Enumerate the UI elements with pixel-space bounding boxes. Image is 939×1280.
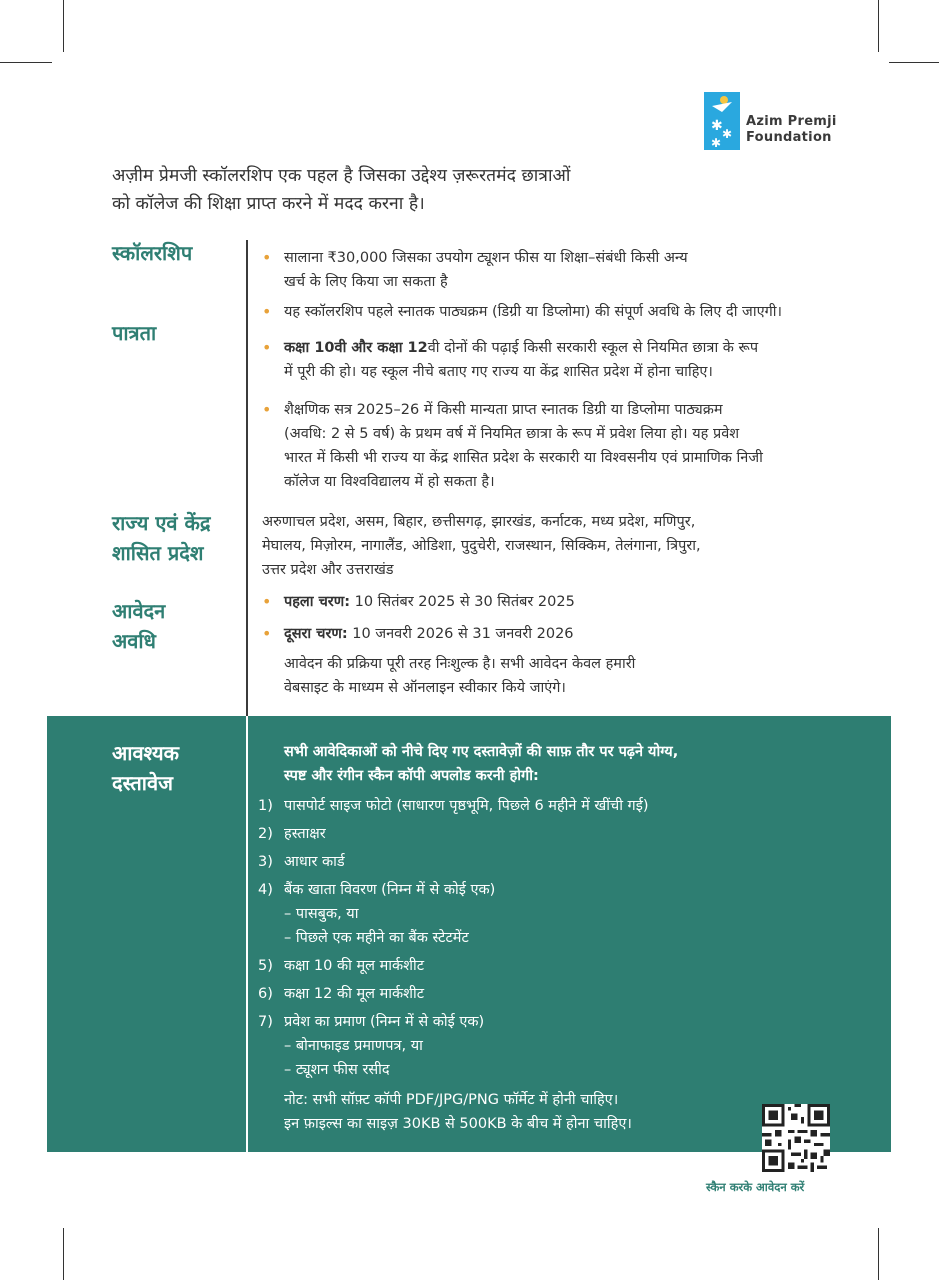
eligibility-label: पात्रता <box>112 321 157 345</box>
sub-item: – पिछले एक महीने का बैंक स्टेटमेंट <box>284 930 469 946</box>
list-item <box>258 794 738 818</box>
documents-label-line-1: आवश्यक <box>112 741 180 765</box>
list-item-number: 5) <box>258 958 273 974</box>
eligibility-bullet-1-line-1: वी दोनों की पढ़ाई किसी सरकारी स्कूल से नियमित छात्रा के रूप <box>427 340 759 356</box>
sub-item: – बोनाफाइड प्रमाणपत्र, या <box>284 1038 423 1054</box>
scholarship-label: स्कॉलरशिप <box>112 241 193 265</box>
list-item <box>258 1010 738 1034</box>
scholarship-content <box>262 246 882 324</box>
documents-note-line-2: इन फ़ाइल्स का साइज़ 30KB से 500KB के बीच में होना चाहिए। <box>284 1116 632 1132</box>
scan-caption: स्कैन करके आवेदन करें <box>706 1180 805 1194</box>
list-item-text: हस्ताक्षर <box>284 826 326 842</box>
column-divider-white <box>246 716 248 1152</box>
list-item <box>258 878 738 902</box>
list-item-number: 2) <box>258 826 273 842</box>
list-item <box>258 850 738 874</box>
application-note <box>262 652 882 700</box>
svg-text:✱: ✱ <box>711 136 722 150</box>
list-item <box>258 982 738 1006</box>
list-item <box>258 954 738 978</box>
crop-mark <box>889 62 939 63</box>
eligibility-bullet-2-line-4: कॉलेज या विश्वविद्यालय में हो सकता है। <box>284 474 495 490</box>
documents-heading-line-1: सभी आवेदिकाओं को नीचे दिए गए दस्तावेज़ों की साफ़ तौर पर पढ़ने योग्य, <box>284 744 679 760</box>
states-line-3: उत्तर प्रदेश और उत्तराखंड <box>262 562 394 578</box>
crop-mark <box>63 0 64 52</box>
list-item-text: पासपोर्ट साइज फोटो (साधारण पृष्ठभूमि, पिछले 6 महीने में खींची गई) <box>284 798 649 814</box>
documents-content <box>258 740 738 1136</box>
list-item <box>258 822 738 846</box>
phase-2-dates: 10 जनवरी 2026 से 31 जनवरी 2026 <box>352 626 574 642</box>
logo-text <box>746 114 837 146</box>
application-label <box>112 596 165 656</box>
phase-2-label: दूसरा चरण: <box>284 626 348 642</box>
list-item-text: प्रवेश का प्रमाण (निम्न में से कोई एक) <box>284 1014 485 1030</box>
phase-1-label: पहला चरण: <box>284 594 350 610</box>
eligibility-bold: कक्षा 10वी और कक्षा 12 <box>284 340 428 356</box>
intro-line-1: अज़ीम प्रेमजी स्कॉलरशिप एक पहल है जिसका उद्देश्य ज़रूरतमंद छात्राओं <box>112 166 571 186</box>
intro-text <box>112 162 712 218</box>
qr-code-icon[interactable] <box>762 1104 830 1172</box>
states-line-1: अरुणाचल प्रदेश, असम, बिहार, छत्तीसगढ़, झारखंड, कर्नाटक, मध्य प्रदेश, मणिपुर, <box>262 514 696 530</box>
list-item-text: कक्षा 12 की मूल मार्कशीट <box>284 986 425 1002</box>
logo-line-1: Azim Premji <box>746 114 837 129</box>
phase-1-dates: 10 सितंबर 2025 से 30 सितंबर 2025 <box>354 594 575 610</box>
crop-mark <box>878 1228 879 1280</box>
list-item-number: 7) <box>258 1014 273 1030</box>
crop-mark <box>63 1228 64 1280</box>
states-label-line-2: शासित प्रदेश <box>112 541 204 565</box>
sub-item: – ट्यूशन फीस रसीद <box>284 1062 390 1078</box>
crop-mark <box>0 62 52 63</box>
foundation-logo <box>704 92 844 152</box>
logo-line-2: Foundation <box>746 130 832 145</box>
eligibility-content <box>262 336 882 494</box>
eligibility-bullet-2 <box>262 398 882 494</box>
list-item-text: कक्षा 10 की मूल मार्कशीट <box>284 958 425 974</box>
documents-heading <box>258 740 738 788</box>
application-label-line-2: अवधि <box>112 629 156 653</box>
eligibility-bullet-2-line-1: • शैक्षणिक सत्र 2025–26 में किसी मान्यता प्राप्त स्नातक डिग्री या डिप्लोमा पाठ्यक्रम <box>284 402 723 418</box>
list-item-number: 6) <box>258 986 273 1002</box>
documents-note <box>258 1088 738 1136</box>
list-item-text: बैंक खाता विवरण (निम्न में से कोई एक) <box>284 882 496 898</box>
intro-line-2: को कॉलेज की शिक्षा प्राप्त करने में मदद करना है। <box>112 194 425 214</box>
states-content <box>262 510 882 582</box>
list-item-number: 1) <box>258 798 273 814</box>
application-phase-2 <box>262 622 882 646</box>
scholarship-bullet-1-line-1: • सालाना ₹30,000 जिसका उपयोग ट्यूशन फीस या शिक्षा–संबंधी किसी अन्य <box>284 250 688 266</box>
list-item-text: आधार कार्ड <box>284 854 345 870</box>
svg-text:✱: ✱ <box>722 127 733 141</box>
states-line-2: मेघालय, मिज़ोरम, नागालैंड, ओडिशा, पुदुचेरी, राजस्थान, सिक्किम, तेलंगाना, त्रिपुरा, <box>262 538 701 554</box>
states-label-line-1: राज्य एवं केंद्र <box>112 511 211 535</box>
application-note-line-1: आवेदन की प्रक्रिया पूरी तरह निःशुल्क है। सभी आवेदन केवल हमारी <box>284 656 636 672</box>
svg-text:✱: ✱ <box>711 118 723 134</box>
scholarship-bullet-2: • यह स्कॉलरशिप पहले स्नातक पाठ्यक्रम (डिग्री या डिप्लोमा) की संपूर्ण अवधि के लिए दी जाएगी। <box>262 300 882 324</box>
scholarship-bullet-1 <box>262 246 882 294</box>
states-label <box>112 508 211 568</box>
application-content <box>262 590 882 700</box>
documents-label <box>112 738 179 798</box>
documents-label-line-2: दस्तावेज <box>112 771 173 795</box>
documents-note-line-1: नोट: सभी सॉफ़्ट कॉपी PDF/JPG/PNG फॉर्मेट में होनी चाहिए। <box>284 1092 619 1108</box>
eligibility-bullet-2-line-2: (अवधि: 2 से 5 वर्ष) के प्रथम वर्ष में नियमित छात्रा के रूप में प्रवेश लिया हो। यह प्रवेश <box>284 426 740 442</box>
crop-mark <box>878 0 879 52</box>
eligibility-bullet-1 <box>262 336 882 384</box>
application-label-line-1: आवेदन <box>112 599 166 623</box>
column-divider <box>246 240 248 716</box>
scholarship-bullet-1-line-2: खर्च के लिए किया जा सकता है <box>284 274 448 290</box>
application-phase-1 <box>262 590 882 614</box>
sub-item: – पासबुक, या <box>284 906 359 922</box>
eligibility-bullet-2-line-3: भारत में किसी भी राज्य या केंद्र शासित प्रदेश के सरकारी या विश्वसनीय एवं प्रामाणिक निजी <box>284 450 763 466</box>
list-item-number: 3) <box>258 854 273 870</box>
list-item-number: 4) <box>258 882 273 898</box>
eligibility-bullet-1-line-2: में पूरी की हो। यह स्कूल नीचे बताए गए राज्य या केंद्र शासित प्रदेश में होना चाहिए। <box>284 364 713 380</box>
documents-heading-line-2: स्पष्ट और रंगीन स्कैन कॉपी अपलोड करनी होगी: <box>284 768 539 784</box>
logo-mark-icon <box>704 92 740 150</box>
application-note-line-2: वेबसाइट के माध्यम से ऑनलाइन स्वीकार किये जाएंगे। <box>284 680 566 696</box>
